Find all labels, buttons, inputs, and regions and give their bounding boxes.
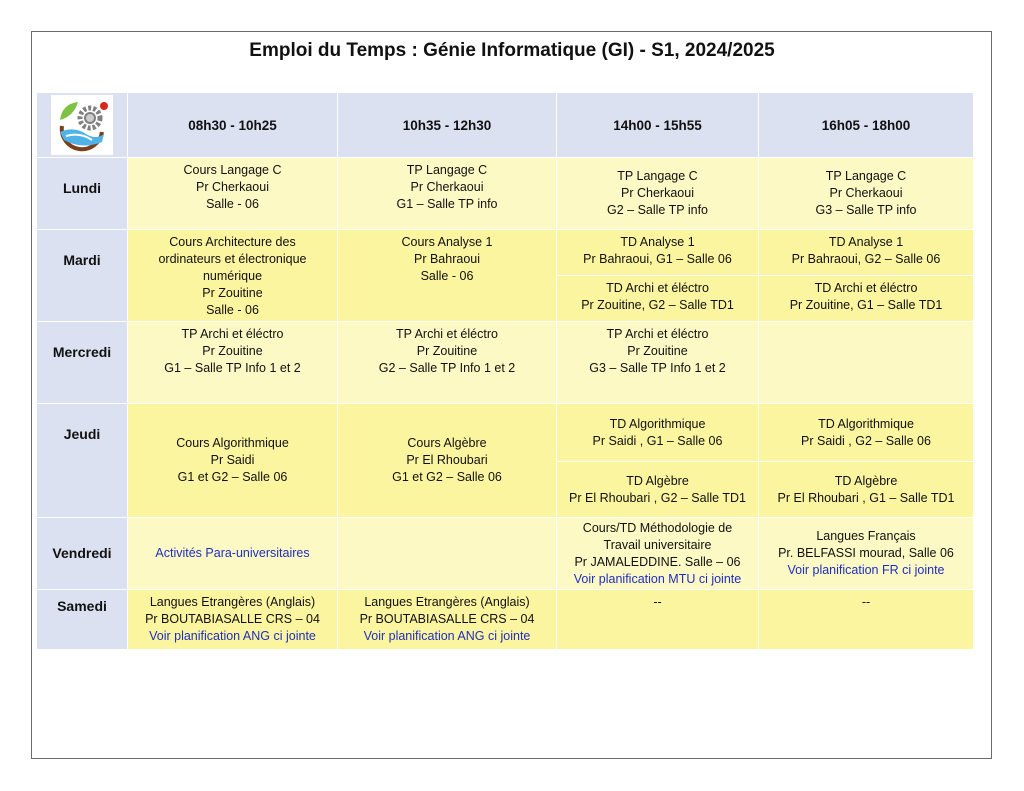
course-line: Salle - 06: [206, 197, 259, 211]
empty-marker: --: [861, 595, 871, 609]
logo-cell: [37, 93, 128, 158]
course-line: Pr Cherkaoui: [410, 180, 484, 194]
course-line: G1 et G2 – Salle 06: [177, 470, 288, 484]
mercredi-slot-1: [128, 322, 338, 404]
course-line: Pr El Rhoubari , G2 – Salle TD1: [569, 490, 746, 505]
empty-marker: --: [653, 595, 662, 609]
vendredi-slot-1: [128, 518, 338, 590]
course-line: Pr Bahraoui, G1 – Salle 06: [583, 252, 732, 266]
course-line: TP Archi et éléctro: [181, 327, 284, 341]
course-line: Pr Cherkaoui: [621, 186, 694, 200]
mardi-slot-3a: [557, 230, 759, 276]
vendredi-slot-3: [557, 518, 759, 590]
lundi-slot-2: [338, 158, 557, 230]
course-line: Pr El Rhoubari , G1 – Salle TD1: [777, 490, 955, 505]
time-slot-3: 14h00 - 15h55: [557, 93, 759, 158]
gear-leaf-water-logo-icon: [51, 95, 113, 155]
course-line: TD Algorithmique: [818, 416, 914, 431]
day-mercredi: Mercredi: [37, 322, 128, 404]
day-vendredi: Vendredi: [37, 518, 128, 590]
course-line: TD Analyse 1: [620, 235, 695, 249]
course-line: G1 et G2 – Salle 06: [392, 470, 502, 484]
course-line: TD Archi et éléctro: [606, 281, 709, 295]
course-line: Travail universitaire: [603, 537, 712, 552]
course-line: G3 – Salle TP info: [815, 203, 917, 217]
planning-note: Voir planification FR ci jointe: [787, 563, 945, 577]
course-line: Salle - 06: [206, 303, 259, 317]
jeudi-slot-4a: [759, 404, 974, 462]
jeudi-slot-3a: [557, 404, 759, 462]
jeudi-slot-4b: [759, 462, 974, 518]
course-line: Pr Zouitine: [627, 344, 688, 358]
course-line: TP Langage C: [825, 169, 907, 183]
course-line: TD Archi et éléctro: [814, 281, 918, 295]
course-line: Pr El Rhoubari: [406, 453, 488, 467]
course-line: Cours Analyse 1: [401, 235, 493, 249]
course-line: Cours Algorithmique: [176, 436, 289, 450]
mardi-slot-4a: [759, 230, 974, 276]
course-line: Pr Zouitine, G1 – Salle TD1: [789, 298, 943, 312]
samedi-slot-3: [557, 590, 759, 650]
course-line: TD Algorithmique: [609, 416, 706, 431]
mardi-slot-4b: [759, 276, 974, 322]
course-line: Cours Langage C: [183, 163, 282, 177]
vendredi-slot-2: [338, 518, 557, 590]
course-line: Langues Etrangères (Anglais): [364, 595, 530, 609]
course-line: Pr Saidi: [210, 453, 255, 467]
mercredi-slot-3: [557, 322, 759, 404]
day-jeudi: Jeudi: [37, 404, 128, 518]
course-line: G2 – Salle TP info: [607, 203, 708, 217]
course-line: ordinateurs et électronique: [158, 252, 307, 266]
day-mardi: Mardi: [37, 230, 128, 322]
course-line: Pr JAMALEDDINE. Salle – 06: [574, 554, 741, 569]
day-lundi: Lundi: [37, 158, 128, 230]
course-line: Pr Zouitine: [202, 344, 263, 358]
course-line: numérique: [202, 269, 263, 283]
course-line: Pr Bahraoui: [413, 252, 480, 266]
course-line: Pr BOUTABIASALLE CRS – 04: [359, 612, 535, 626]
course-line: Cours/TD Méthodologie de: [582, 520, 733, 535]
jeudi-slot-1: [128, 404, 338, 518]
course-line: G3 – Salle TP Info 1 et 2: [589, 361, 726, 375]
course-line: Pr. BELFASSI mourad, Salle 06: [778, 546, 954, 560]
course-line: TP Archi et éléctro: [396, 327, 498, 341]
vendredi-slot-4: [759, 518, 974, 590]
course-line: TP Langage C: [617, 169, 698, 183]
course-line: Langues Français: [816, 529, 916, 543]
samedi-slot-1: [128, 590, 338, 650]
mardi-slot-1: [128, 230, 338, 322]
course-line: TD Algèbre: [626, 473, 689, 488]
mercredi-slot-4: [759, 322, 974, 404]
course-line: Pr Bahraoui, G2 – Salle 06: [791, 252, 941, 266]
course-line: G1 – Salle TP Info 1 et 2: [164, 361, 301, 375]
course-line: Cours Algèbre: [407, 436, 487, 450]
planning-note: Voir planification ANG ci jointe: [363, 629, 531, 643]
planning-note: Voir planification ANG ci jointe: [149, 629, 316, 643]
course-line: TP Langage C: [406, 163, 488, 177]
course-line: Pr Saidi , G2 – Salle 06: [801, 433, 931, 448]
course-line: Cours Architecture des: [169, 235, 296, 249]
mercredi-slot-2: [338, 322, 557, 404]
jeudi-slot-3b: [557, 462, 759, 518]
course-line: Pr Zouitine: [202, 286, 263, 300]
course-line: Langues Etrangères (Anglais): [149, 595, 316, 609]
course-line: TD Algèbre: [834, 473, 898, 488]
page-title: Emploi du Temps : Génie Informatique (GI) - S1, 2024/2025: [249, 40, 775, 61]
time-slot-2: 10h35 - 12h30: [338, 93, 557, 158]
lundi-slot-4: [759, 158, 974, 230]
mardi-slot-3b: [557, 276, 759, 322]
time-slot-1: 08h30 - 10h25: [128, 93, 338, 158]
activity-note: Activités Para-universitaires: [155, 546, 310, 560]
course-line: TD Analyse 1: [828, 235, 904, 249]
time-slot-4: 16h05 - 18h00: [759, 93, 974, 158]
course-line: Salle - 06: [420, 269, 474, 283]
planning-note: Voir planification MTU ci jointe: [573, 571, 742, 586]
course-line: Pr BOUTABIASALLE CRS – 04: [145, 612, 320, 626]
course-line: Pr Cherkaoui: [829, 186, 903, 200]
course-line: G1 – Salle TP info: [396, 197, 498, 211]
course-line: G2 – Salle TP Info 1 et 2: [378, 361, 516, 375]
course-line: Pr Zouitine: [416, 344, 478, 358]
mardi-slot-2: [338, 230, 557, 322]
lundi-slot-3: [557, 158, 759, 230]
samedi-slot-2: [338, 590, 557, 650]
lundi-slot-1: [128, 158, 338, 230]
course-line: Pr Saidi , G1 – Salle 06: [592, 433, 723, 448]
day-samedi: Samedi: [37, 590, 128, 650]
course-line: TP Archi et éléctro: [606, 327, 709, 341]
jeudi-slot-2: [338, 404, 557, 518]
timetable: [37, 93, 974, 650]
samedi-slot-4: [759, 590, 974, 650]
course-line: Pr Zouitine, G2 – Salle TD1: [581, 298, 734, 312]
course-line: Pr Cherkaoui: [196, 180, 269, 194]
